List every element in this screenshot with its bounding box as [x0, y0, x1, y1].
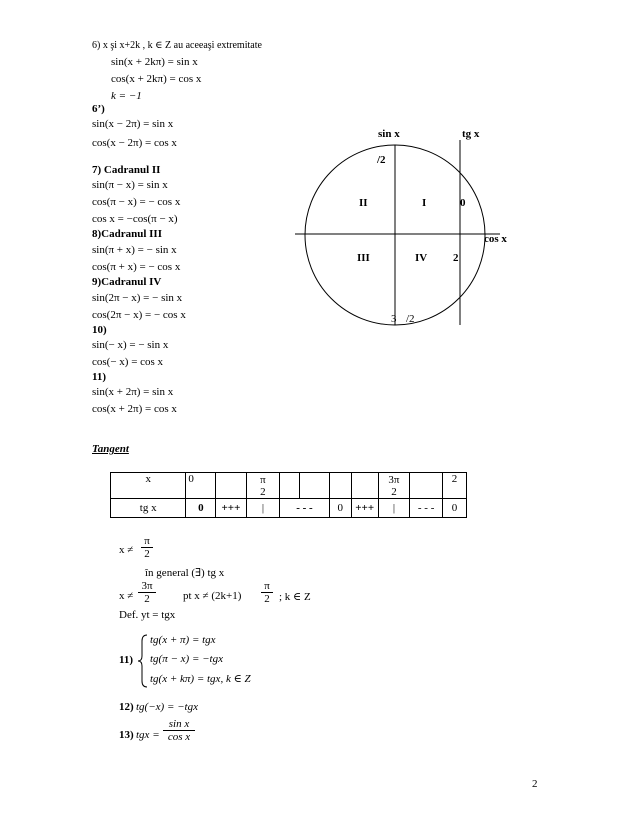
cell: [280, 473, 300, 499]
ne2-frac: 3π 2: [138, 580, 156, 605]
bottom-label-b: /2: [406, 313, 415, 325]
item11b-line1: tg(x + π) = tgx: [150, 634, 216, 646]
item10-line2: cos(− x) = cos x: [92, 356, 164, 368]
cell: [329, 473, 351, 499]
item7-line3: cos x = −cos(π − x): [92, 213, 178, 225]
item6p-line2: cos(x − 2π) = cos x: [92, 137, 177, 149]
top-label: /2: [377, 154, 386, 166]
item6-line3: k = −1: [111, 90, 142, 102]
tg-axis-label: tg x: [462, 128, 480, 140]
item8-line2: cos(π + x) = − cos x: [92, 261, 181, 273]
item8-head: 8)Cadranul III: [92, 228, 162, 240]
ne-frac: π 2: [141, 535, 153, 560]
quadrant-2: II: [359, 197, 368, 209]
item12-eq: tg(−x) = −tgx: [136, 701, 198, 713]
kz-text: ; k ∈ Z: [279, 591, 311, 603]
cell: - - -: [410, 499, 442, 518]
cell-pi-2: π 2: [246, 473, 280, 499]
cell: 0: [186, 499, 216, 518]
tangent-title: Tangent: [92, 443, 129, 455]
item12-label: 12): [119, 701, 134, 713]
item13-label: 13): [119, 729, 134, 741]
item8-line1: sin(π + x) = − sin x: [92, 244, 177, 256]
item7-head: 7) Cadranul II: [92, 164, 161, 176]
pt-text: pt x ≠ (2k+1): [183, 590, 242, 602]
quadrant-3: III: [357, 252, 370, 264]
quadrant-4: IV: [415, 252, 428, 264]
item11-line2: cos(x + 2π) = cos x: [92, 403, 177, 415]
sin-axis-label: sin x: [378, 128, 400, 140]
item9-line1: sin(2π − x) = − sin x: [92, 292, 183, 304]
item10-head: 10): [92, 324, 107, 336]
item7-line2: cos(π − x) = − cos x: [92, 196, 181, 208]
cell: 0: [186, 473, 216, 499]
ne-x: x ≠: [119, 544, 134, 556]
table-row: [111, 499, 467, 518]
cell: - - -: [280, 499, 330, 518]
brace-icon: [137, 634, 149, 688]
item11b-label: 11): [119, 654, 134, 666]
cell: 0: [329, 499, 351, 518]
zero-label: 0: [460, 197, 466, 209]
item9-line2: cos(2π − x) = − cos x: [92, 309, 186, 321]
table-row: [111, 473, 467, 499]
cell: 0: [442, 499, 466, 518]
two-label: 2: [453, 252, 459, 264]
trig-circle-diagram: [290, 120, 620, 335]
general-text: în general (∃) tg x: [145, 567, 225, 579]
cell: 2: [442, 473, 466, 499]
cell: [410, 473, 442, 499]
cell-3pi-2: 3π 2: [378, 473, 410, 499]
item6-line2: cos(x + 2kπ) = cos x: [111, 73, 202, 85]
tangent-table: [110, 472, 467, 518]
item13-lhs: tgx =: [136, 729, 160, 741]
item7-line1: sin(π − x) = sin x: [92, 179, 168, 191]
cell: [351, 473, 378, 499]
item11b-line3: tg(x + kπ) = tgx, k ∈ Z: [150, 673, 251, 685]
cos-axis-label: cos x: [484, 233, 507, 245]
cell-x-label: x: [111, 473, 186, 499]
cell: |: [378, 499, 410, 518]
item11b-line2: tg(π − x) = −tgx: [150, 653, 223, 665]
quadrant-1: I: [422, 197, 427, 209]
item10-line1: sin(− x) = − sin x: [92, 339, 169, 351]
cell: +++: [351, 499, 378, 518]
cell-tgx-label: tg x: [111, 499, 186, 518]
page-number: 2: [532, 778, 538, 790]
cell: [216, 473, 246, 499]
item9-head: 9)Cadranul IV: [92, 276, 162, 288]
item6-line1: sin(x + 2kπ) = sin x: [111, 56, 198, 68]
cell: |: [246, 499, 280, 518]
item6-head: 6) x şi x+2k , k ∈ Z au aceeaşi extremitate: [92, 40, 262, 51]
item11-line1: sin(x + 2π) = sin x: [92, 386, 174, 398]
ne2-x: x ≠: [119, 590, 134, 602]
bottom-label-a: 3: [391, 313, 397, 325]
pt-frac: π 2: [261, 580, 273, 605]
item11-head: 11): [92, 371, 107, 383]
item13-frac: sin x cos x: [163, 718, 195, 743]
item6p-head: 6’): [92, 103, 105, 115]
def-text: Def. yt = tgx: [119, 609, 176, 621]
item6p-line1: sin(x − 2π) = sin x: [92, 118, 174, 130]
cell: +++: [216, 499, 246, 518]
cell: [300, 473, 330, 499]
